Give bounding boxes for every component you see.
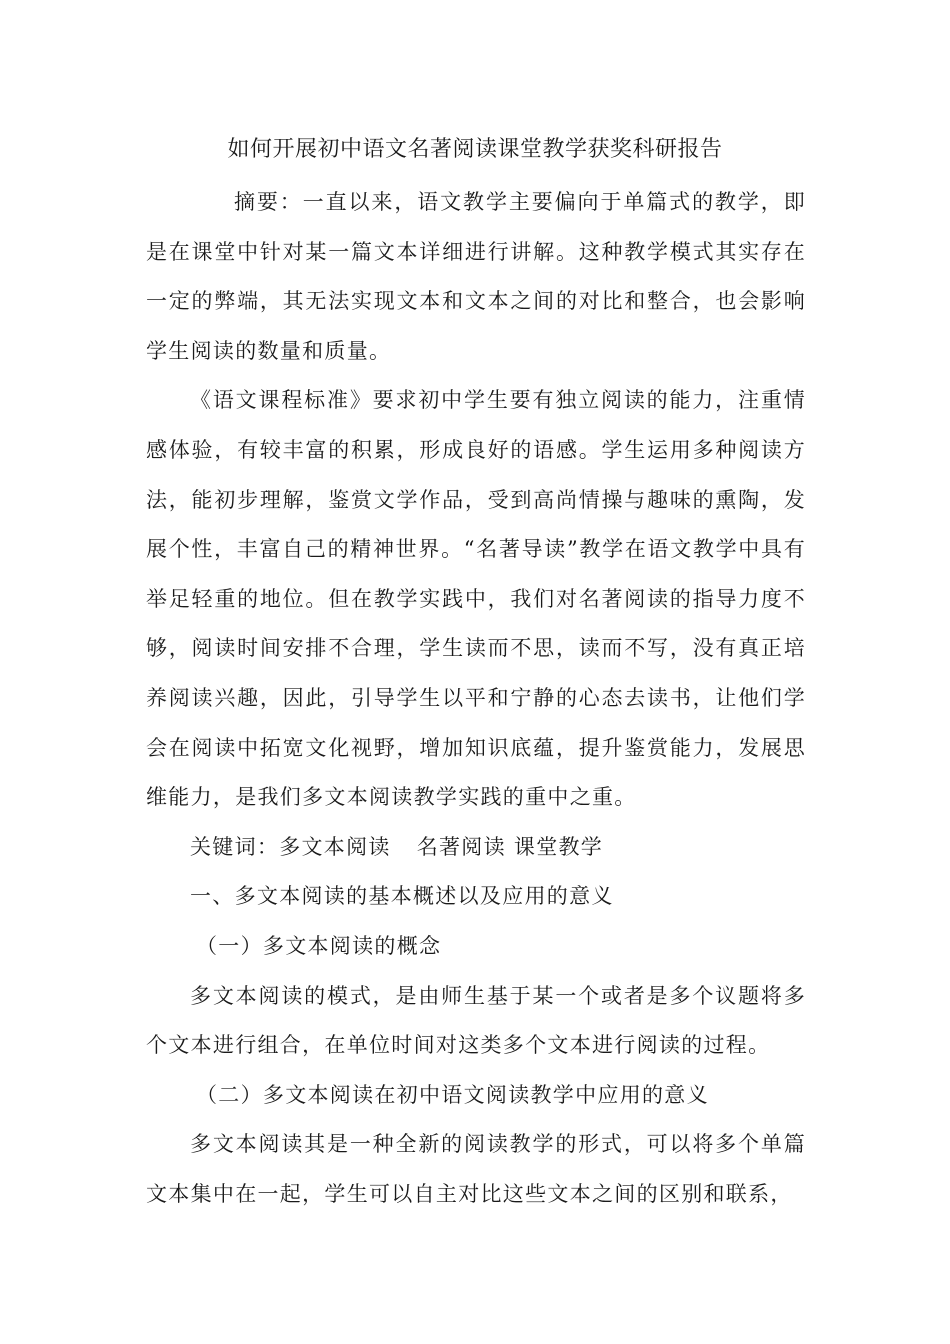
subsection-paragraph: 多文本阅读的模式，是由师生基于某一个或者是多个议题将多个文本进行组合，在单位时间对这类多个文本进行阅读的过程。 xyxy=(146,983,806,1058)
document-title: 如何开展初中语文名著阅读课堂教学获奖科研报告 xyxy=(227,137,723,162)
keywords-line xyxy=(146,823,806,873)
intro-paragraph: 《语文课程标准》要求初中学生要有独立阅读的能力，注重情感体验，有较丰富的积累，形成良好的语感。学生运用多种阅读方法，能初步理解，鉴赏文学作品，受到高尚情操与趣味的熏陶，发展个性，丰富自己的精神世界。“名著导读”教学在语文教学中具有举足轻重的地位。但在教学实践中，我们对名著阅读的指导力度不够，阅读时间安排不合理，学生读而不思，读而不写，没有真正培养阅读兴趣，因此，引导学生以平和宁静的心态去读书，让他们学会在阅读中拓宽文化视野，增加知识底蕴，提升鉴赏能力，发展思维能力，是我们多文本阅读教学实践的重中之重。 xyxy=(146,388,806,810)
document-body xyxy=(146,178,806,1219)
subsection-heading: （一）多文本阅读的概念 xyxy=(196,933,442,958)
abstract-paragraph: 摘要：一直以来，语文教学主要偏向于单篇式的教学，即是在课堂中针对某一篇文本详细进行讲解。这种教学模式其实存在一定的弊端，其无法实现文本和文本之间的对比和整合，也会影响学生阅读的数量和质量。 xyxy=(146,190,806,363)
subsection-paragraph: 多文本阅读其是一种全新的阅读教学的形式，可以将多个单篇文本集中在一起，学生可以自主对比这些文本之间的区别和联系， xyxy=(146,1132,806,1206)
keyword-item: 多文本阅读 xyxy=(279,834,391,859)
section-heading: 一、多文本阅读的基本概述以及应用的意义 xyxy=(190,884,614,909)
keyword-item: 课堂教学 xyxy=(513,834,604,859)
keyword-item: 名著阅读 xyxy=(416,834,506,859)
keywords-label: 关键词： xyxy=(190,834,280,859)
subsection-heading: （二）多文本阅读在初中语文阅读教学中应用的意义 xyxy=(196,1082,709,1107)
